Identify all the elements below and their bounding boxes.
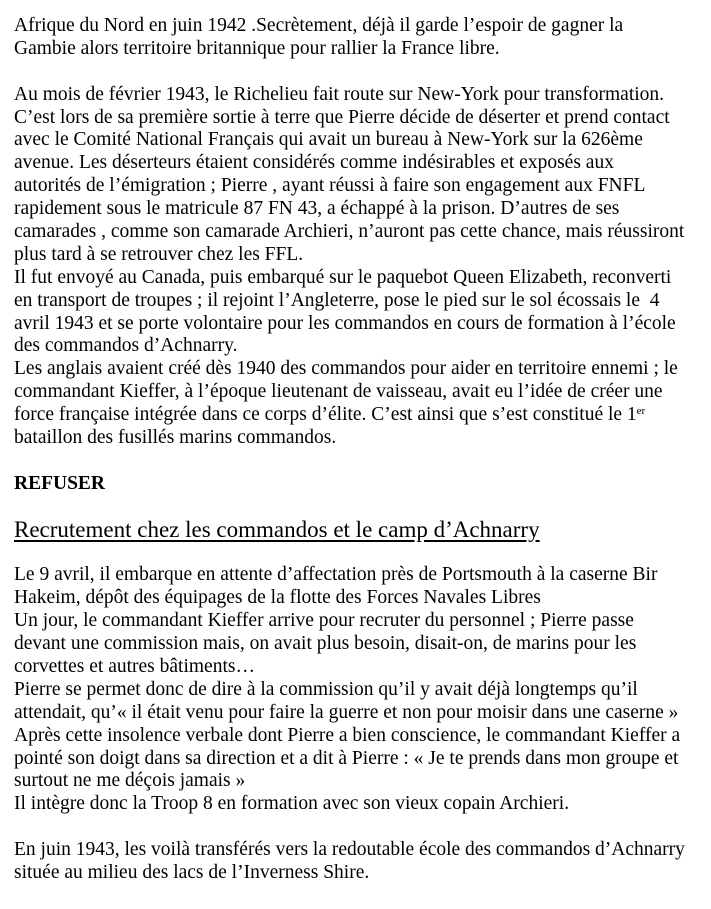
text-line: Au mois de février 1943, le Richelieu fait route sur New-York pour transformation.: [14, 83, 665, 105]
text-line: avec le Comité National Français qui avait un bureau à New-York sur la 626ème: [14, 129, 643, 151]
text-line: des commandos d’Achnarry.: [14, 335, 238, 357]
text-line: Il fut envoyé au Canada, puis embarqué sur le paquebot Queen Elizabeth, reconverti: [14, 266, 672, 288]
text-line: Les anglais avaient créé dès 1940 des commandos pour aider en territoire ennemi ; le: [14, 358, 678, 380]
text-line: attendait, qu’« il était venu pour faire la guerre et non pour moisir dans une caserne »: [14, 701, 679, 723]
text-line: force française intégrée dans ce corps d’élite. C’est ainsi que s’est constitué le 1er: [14, 404, 646, 426]
text-line: corvettes et autres bâtiments…: [14, 655, 255, 677]
superscript: er: [636, 405, 646, 418]
paragraph: [14, 564, 705, 610]
text-line: camarades , comme son camarade Archieri, n’auront pas cette chance, mais réussiront: [14, 221, 685, 243]
subheading: [14, 473, 705, 496]
text-line: devant une commission mais, on avait plus besoin, disait-on, de marins pour les: [14, 633, 637, 655]
text-line: bataillon des fusillés marins commandos.: [14, 427, 337, 449]
text-line: autorités de l’émigration ; Pierre , ayant réussi à faire son engagement aux FNFL: [14, 175, 646, 197]
text-line: REFUSER: [14, 472, 106, 494]
text-line: Il intègre donc la Troop 8 en formation avec son vieux copain Archieri.: [14, 793, 570, 815]
text-line: située au milieu des lacs de l’Inverness Shire.: [14, 861, 370, 883]
text-line: pointé son doigt dans sa direction et a dit à Pierre : « Je te prends dans mon groupe et: [14, 747, 679, 769]
paragraph: [14, 793, 705, 816]
text-line: C’est lors de sa première sortie à terre que Pierre décide de déserter et prend contact: [14, 106, 670, 128]
text-line: plus tard à se retrouver chez les FFL.: [14, 243, 304, 265]
text-line: Pierre se permet donc de dire à la commission qu’il y avait déjà longtemps qu’il: [14, 678, 638, 700]
paragraph: [14, 84, 705, 267]
paragraph: [14, 679, 705, 725]
text-line: en transport de troupes ; il rejoint l’Angleterre, pose le pied sur le sol écossais le 4: [14, 289, 660, 311]
paragraph-gap: [14, 61, 705, 84]
section-heading: [14, 516, 705, 542]
paragraph-gap: [14, 450, 705, 473]
text-line: Après cette insolence verbale dont Pierre a bien conscience, le commandant Kieffer a: [14, 724, 681, 746]
text-line: Afrique du Nord en juin 1942 .Secrètement, déjà il garde l’espoir de gagner la: [14, 15, 624, 36]
text-line: surtout ne me déçois jamais »: [14, 770, 246, 792]
text-line: avril 1943 et se porte volontaire pour les commandos en cours de formation à l’école: [14, 312, 676, 334]
text-line: Recrutement chez les commandos et le camp d’Achnarry: [14, 516, 540, 542]
text-line: commandant Kieffer, à l’époque lieutenant de vaisseau, avait eu l’idée de créer une: [14, 381, 663, 403]
text-line: Un jour, le commandant Kieffer arrive pour recruter du personnel ; Pierre passe: [14, 610, 634, 632]
paragraph: [14, 267, 705, 359]
text-line: avenue. Les déserteurs étaient considérés comme indésirables et exposés aux: [14, 152, 614, 174]
text-line: Hakeim, dépôt des équipages de la flotte des Forces Navales Libres: [14, 587, 541, 609]
paragraph-gap: [14, 541, 705, 564]
paragraph-gap: [14, 496, 705, 519]
paragraph: [14, 839, 705, 885]
text-line: rapidement sous le matricule 87 FN 43, a échappé à la prison. D’autres de ses: [14, 198, 620, 220]
paragraph: [14, 610, 705, 679]
paragraph-gap: [14, 816, 705, 839]
text-line: Le 9 avril, il embarque en attente d’affectation près de Portsmouth à la caserne Bir: [14, 564, 658, 586]
text-line: Gambie alors territoire britannique pour rallier la France libre.: [14, 37, 500, 59]
paragraph: [14, 15, 705, 61]
paragraph: [14, 358, 705, 450]
paragraph: [14, 725, 705, 794]
text-line: En juin 1943, les voilà transférés vers la redoutable école des commandos d’Achnarry: [14, 839, 685, 861]
